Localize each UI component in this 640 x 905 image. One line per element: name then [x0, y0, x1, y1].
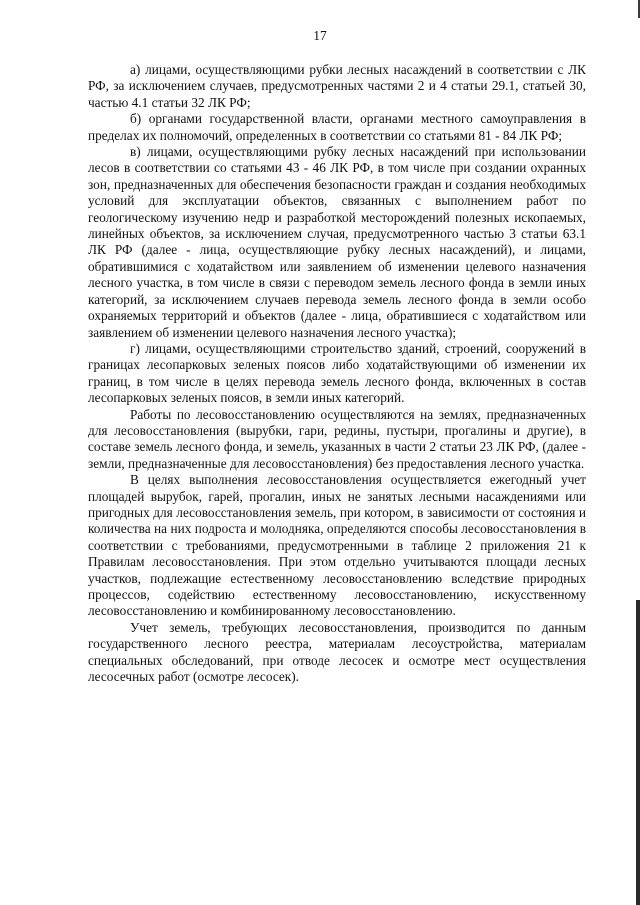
paragraph-b: б) органами государственной власти, органами местного самоуправления в пределах их полномочий, определенных в соответствии со статьями 81 - 84 ЛК РФ;: [88, 111, 586, 143]
paragraph-a: а) лицами, осуществляющими рубки лесных насаждений в соответствии с ЛК РФ, за исключением случаев, предусмотренных частями 2 и 4 статьи 29.1, статьей 30, частью 4.1 статьи 32 ЛК РФ;: [88, 62, 586, 110]
paragraph-land-accounting: Учет земель, требующих лесовосстановления, производится по данным государственного лесного реестра, материалам лесоустройства, материалам специальных обследований, при отводе лесосек и осмотре мест осуществления лесосечных работ (осмотре лесосек).: [88, 619, 586, 685]
document-body: [88, 62, 586, 685]
paragraph-g: г) лицами, осуществляющими строительство зданий, строений, сооружений в границах лесопарковых зеленых поясов либо ходатайствующими об изменении их границ, в том числе в целях перевода земель лесного фонда, включенных в состав лесопарковых зеленых поясов, в земли иных категорий.: [88, 340, 586, 406]
paragraph-v: в) лицами, осуществляющими рубку лесных насаждений при использовании лесов в соответствии со статьями 43 - 46 ЛК РФ, в том числе при создании охранных зон, предназначенных для обеспечения безопасности граждан и создания необходимых условий для эксплуатации объектов, связанных с выполнением работ по геологическому изучению недр и разработкой месторождений полезных ископаемых, линейных объектов, за исключением случая, предусмотренного частью 3 статьи 63.1 ЛК РФ (далее - лица, осуществляющие рубку лесных насаждений), и лицами, обратившимися с ходатайством или заявлением об изменении целевого назначения лесного участка, в том числе в связи с переводом земель лесного фонда в земли иных категорий, за исключением случаев перевода земель лесного фонда в земли особо охраняемых территорий и объектов (далее - лица, обратившиеся с ходатайством или заявлением об изменении целевого назначения лесного участка);: [88, 144, 586, 340]
page-number: 17: [313, 28, 327, 43]
scan-edge-shadow: [636, 600, 640, 905]
paragraph-annual-accounting: В целях выполнения лесовосстановления осуществляется ежегодный учет площадей вырубок, гарей, прогалин, иных не занятых лесными насаждениями или пригодных для лесовосстановления земель, при котором, в зависимости от состояния и количества на них подроста и молодняка, определяются способы лесовосстановления в соответствии с требованиями, предусмотренными в таблице 2 приложения 21 к Правилам лесовосстановления. При этом отдельно учитываются площади лесных участков, подлежащие естественному лесовосстановлению вследствие природных процессов, содействию естественному лесовосстановлению, искусственному лесовосстановлению и комбинированному лесовосстановлению.: [88, 472, 586, 619]
paragraph-reforestation-works: Работы по лесовосстановлению осуществляются на землях, предназначенных для лесовосстановления (вырубки, гари, редины, пустыри, прогалины и другие), в составе земель лесного фонда, и земель, указанных в части 2 статьи 23 ЛК РФ, (далее - земли, предназначенные для лесовосстановления) без предоставления лесного участка.: [88, 406, 586, 471]
